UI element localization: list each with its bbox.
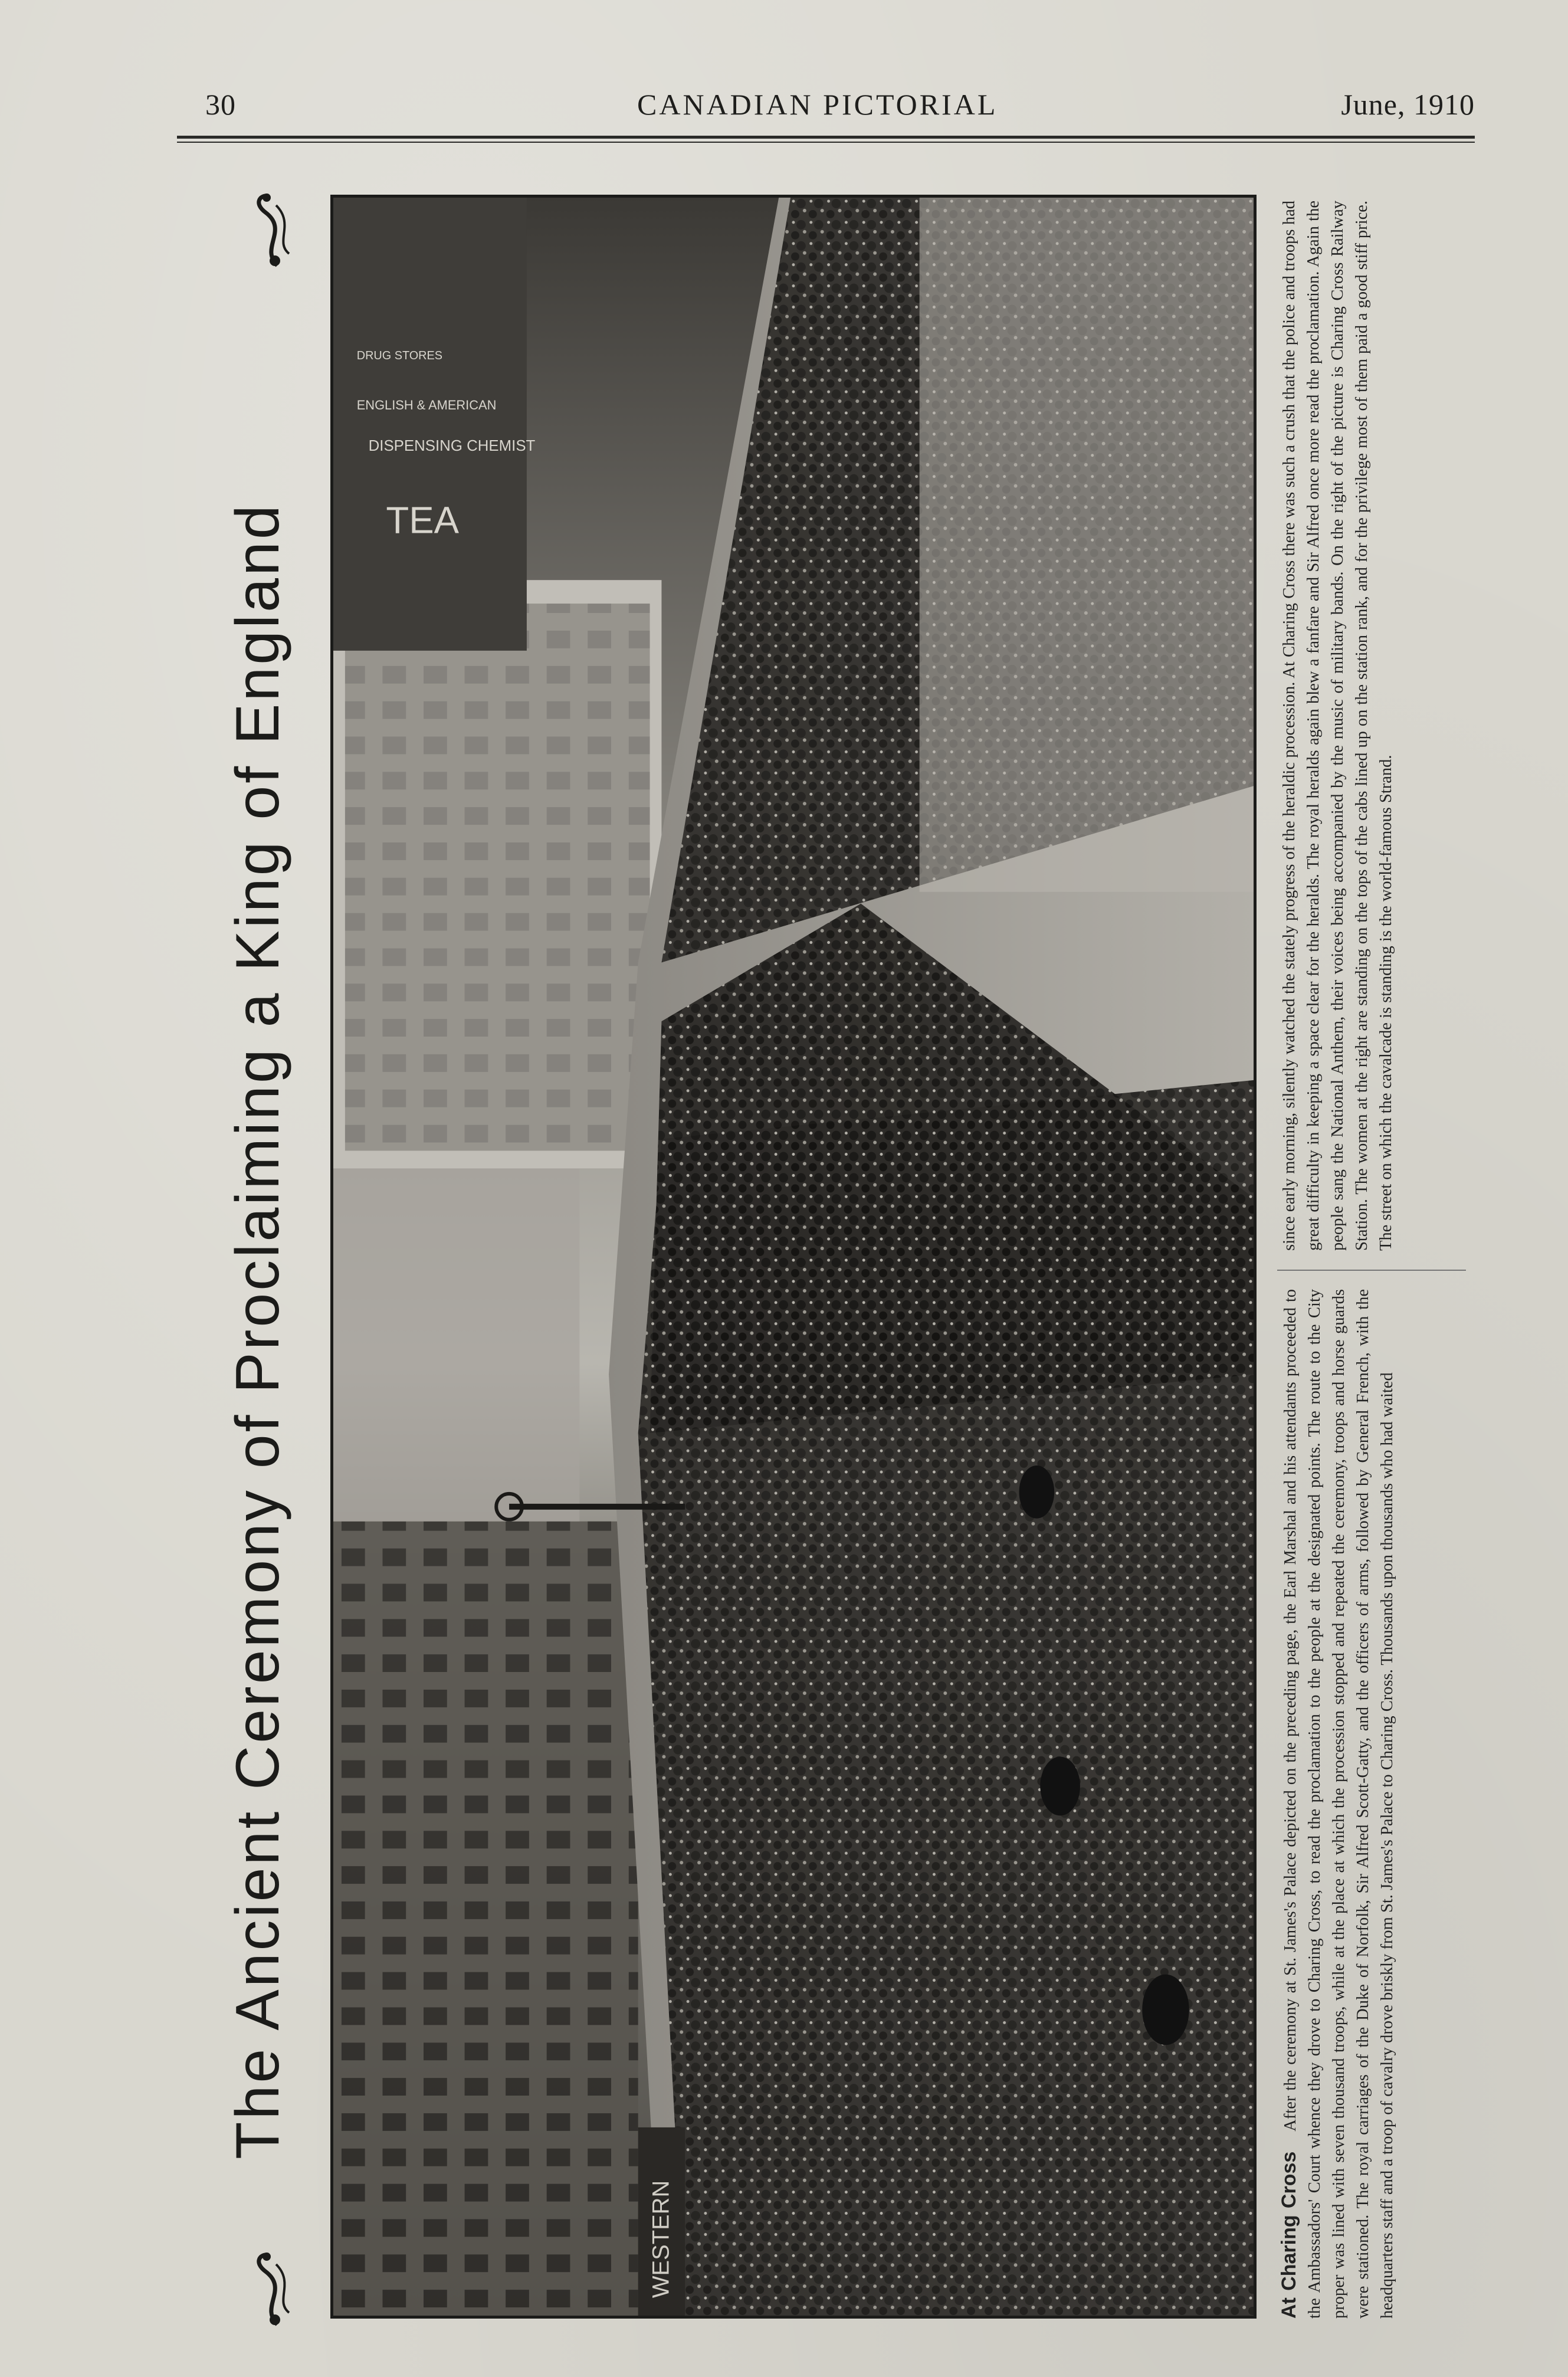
street-crowd-photo (330, 195, 1257, 2319)
chemist-sign: DISPENSING CHEMIST (368, 437, 536, 454)
article-headline: The Ancient Ceremony of Proclaiming a King of England (224, 503, 292, 2159)
header-rule (177, 136, 1475, 139)
photo-caption (1277, 195, 1472, 2319)
western-sign: WESTERN (648, 2180, 674, 2299)
caption-column-1 (1277, 1289, 1472, 2319)
caption-text-2: since early morning, silently watched the stately progress of the heraldic procession. At Charing Cross there was such a crush that the police and troops had great difficulty in keeping a space clear for the heralds. The royal heralds again blew a fanfare and Sir Alfred once more read the proclamation. Again the people sang the National Anthem, their voices being accompanied by the music of military bands. On the right of the picture is Charing Cross Railway Station. The women at the right are standing on the tops of the cabs lined up on the station rank, and for the privilege most of them paid a good stiff price. The street on which the cavalcade is standing is the world-famous Strand. (1280, 201, 1395, 1251)
caption-column-2 (1277, 201, 1472, 1251)
drug-stores-sign: DRUG STORES (356, 349, 443, 363)
scroll-flourish-icon (224, 189, 307, 271)
rotated-article (212, 189, 1498, 2330)
title-row (212, 189, 330, 2330)
magazine-title: CANADIAN PICTORIAL (637, 88, 998, 121)
photo-illustration (333, 198, 1254, 2316)
caption-heading: At Charing Cross (1278, 2151, 1300, 2319)
column-divider (1277, 1270, 1466, 1271)
scroll-flourish-icon (224, 2248, 307, 2330)
running-header (177, 87, 1475, 129)
header-rule-thin (177, 142, 1475, 143)
caption-text-1: After the ceremony at St. James's Palace depicted on the preceding page, the Earl Marshal and his attendants proceeded to the Ambassadors' Court whence they drove to Charing Cross, to read the proclamation to the people at the designated points. The route to the City proper was lined with seven thousand troops, while at the place at which the procession stopped and repeated the ceremony, troops and horse guards were stationed. The royal carriages of the Duke of Norfolk, Sir Alfred Scott-Gatty, and the officers of arms, followed by General French, with the headquarters staff and a troop of cavalry drove briskly from St. James's Palace to Charing Cross. Thousands upon thousands who had waited (1281, 1289, 1396, 2319)
english-american-sign: ENGLISH & AMERICAN (356, 397, 497, 413)
page-number: 30 (205, 88, 236, 121)
issue-date: June, 1910 (1341, 88, 1475, 121)
tea-sign: TEA (386, 499, 460, 542)
